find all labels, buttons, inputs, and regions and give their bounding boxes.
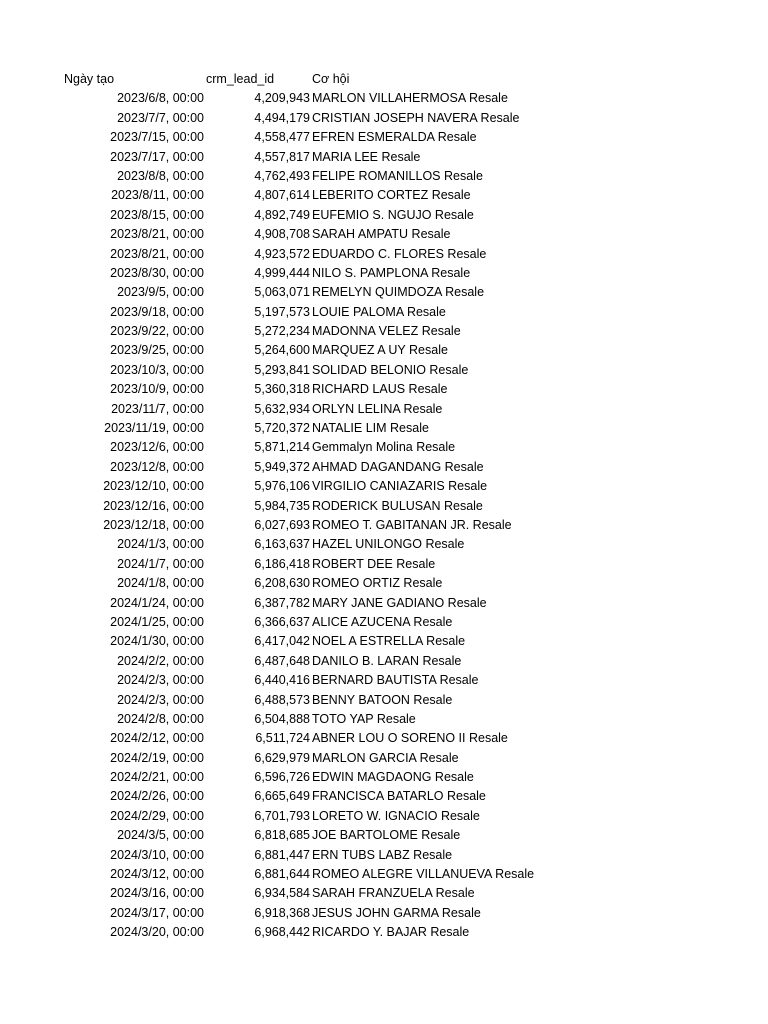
cell-date: 2023/10/3, 00:00 (110, 362, 204, 377)
table-row (0, 186, 768, 205)
cell-date: 2023/11/7, 00:00 (111, 401, 204, 416)
cell-date: 2024/2/3, 00:00 (117, 692, 204, 707)
cell-opportunity: EUFEMIO S. NGUJO Resale (312, 207, 474, 222)
cell-date: 2023/9/25, 00:00 (110, 343, 204, 358)
cell-date: 2024/1/7, 00:00 (117, 556, 204, 571)
cell-opportunity: RICARDO Y. BAJAR Resale (312, 925, 470, 940)
lead-table (0, 70, 768, 943)
table-row (0, 884, 768, 903)
cell-date: 2024/2/26, 00:00 (110, 789, 204, 804)
table-row (0, 225, 768, 244)
cell-opportunity: DANILO B. LARAN Resale (312, 653, 462, 668)
cell-lead-id: 6,417,042 (254, 634, 310, 649)
cell-date: 2024/1/25, 00:00 (110, 614, 204, 629)
cell-date: 2024/2/19, 00:00 (110, 750, 204, 765)
table-row (0, 574, 768, 593)
cell-opportunity: RICHARD LAUS Resale (312, 382, 448, 397)
cell-date: 2023/8/21, 00:00 (110, 246, 204, 261)
table-row (0, 458, 768, 477)
table-row (0, 652, 768, 671)
cell-opportunity: ORLYN LELINA Resale (312, 401, 443, 416)
table-row (0, 729, 768, 748)
cell-opportunity: SOLIDAD BELONIO Resale (312, 362, 469, 377)
table-row (0, 167, 768, 186)
cell-date: 2023/12/8, 00:00 (110, 459, 204, 474)
header-lead-id: crm_lead_id (206, 72, 275, 86)
cell-date: 2024/3/5, 00:00 (117, 828, 204, 843)
cell-opportunity: SARAH FRANZUELA Resale (312, 886, 475, 901)
cell-lead-id: 5,360,318 (254, 382, 310, 397)
table-row (0, 671, 768, 690)
cell-lead-id: 6,881,644 (254, 867, 310, 882)
cell-opportunity: ROBERT DEE Resale (312, 556, 436, 571)
table-row (0, 613, 768, 632)
table-row (0, 206, 768, 225)
cell-opportunity: AHMAD DAGANDANG Resale (312, 459, 484, 474)
cell-opportunity: MARY JANE GADIANO Resale (312, 595, 487, 610)
cell-opportunity: VIRGILIO CANIAZARIS Resale (312, 479, 488, 494)
cell-opportunity: CRISTIAN JOSEPH NAVERA Resale (312, 110, 520, 125)
cell-date: 2024/2/2, 00:00 (117, 653, 204, 668)
table-row (0, 787, 768, 806)
table-row (0, 691, 768, 710)
cell-lead-id: 5,272,234 (254, 324, 310, 339)
cell-opportunity: EFREN ESMERALDA Resale (312, 130, 477, 145)
cell-lead-id: 6,701,793 (254, 808, 310, 823)
table-row (0, 826, 768, 845)
table-row (0, 264, 768, 283)
cell-date: 2024/2/3, 00:00 (117, 673, 204, 688)
table-row (0, 516, 768, 535)
cell-lead-id: 6,440,416 (254, 673, 310, 688)
cell-date: 2024/3/16, 00:00 (110, 886, 204, 901)
cell-opportunity: MARLON GARCIA Resale (312, 750, 459, 765)
cell-opportunity: EDUARDO C. FLORES Resale (312, 246, 487, 261)
table-row (0, 632, 768, 651)
cell-lead-id: 5,632,934 (254, 401, 310, 416)
cell-date: 2024/1/8, 00:00 (117, 576, 204, 591)
cell-date: 2023/9/5, 00:00 (117, 285, 204, 300)
cell-opportunity: BENNY BATOON Resale (312, 692, 453, 707)
cell-lead-id: 5,197,573 (254, 304, 310, 319)
cell-lead-id: 4,762,493 (254, 168, 310, 183)
cell-lead-id: 6,596,726 (254, 770, 310, 785)
cell-opportunity: Gemmalyn Molina Resale (312, 440, 456, 455)
cell-lead-id: 6,818,685 (254, 828, 310, 843)
cell-opportunity: HAZEL UNILONGO Resale (312, 537, 465, 552)
table-row (0, 245, 768, 264)
cell-opportunity: ROMEO ORTIZ Resale (312, 576, 443, 591)
cell-date: 2023/12/16, 00:00 (103, 498, 204, 513)
cell-lead-id: 6,488,573 (254, 692, 310, 707)
cell-date: 2023/12/10, 00:00 (103, 479, 204, 494)
cell-lead-id: 5,720,372 (254, 421, 310, 436)
cell-lead-id: 5,949,372 (254, 459, 310, 474)
cell-lead-id: 6,163,637 (254, 537, 310, 552)
cell-date: 2023/11/19, 00:00 (104, 421, 204, 436)
cell-date: 2024/3/17, 00:00 (110, 905, 204, 920)
table-row (0, 865, 768, 884)
cell-lead-id: 6,208,630 (254, 576, 310, 591)
cell-lead-id: 5,984,735 (254, 498, 310, 513)
cell-date: 2023/10/9, 00:00 (110, 382, 204, 397)
table-row (0, 361, 768, 380)
cell-lead-id: 6,366,637 (254, 614, 310, 629)
cell-lead-id: 6,487,648 (254, 653, 310, 668)
table-row (0, 419, 768, 438)
cell-date: 2023/8/30, 00:00 (110, 265, 204, 280)
cell-opportunity: MADONNA VELEZ Resale (312, 324, 461, 339)
cell-lead-id: 6,186,418 (254, 556, 310, 571)
cell-lead-id: 4,557,817 (254, 149, 310, 164)
cell-opportunity: ROMEO ALEGRE VILLANUEVA Resale (312, 867, 535, 882)
cell-lead-id: 4,494,179 (254, 110, 310, 125)
table-row (0, 749, 768, 768)
table-header-row (0, 70, 768, 89)
table-row (0, 710, 768, 729)
cell-opportunity: MARQUEZ A UY Resale (312, 343, 448, 358)
header-date: Ngày tạo (64, 72, 115, 86)
cell-date: 2023/8/8, 00:00 (117, 168, 204, 183)
cell-lead-id: 6,934,584 (254, 886, 310, 901)
cell-date: 2023/8/15, 00:00 (110, 207, 204, 222)
cell-opportunity: LOUIE PALOMA Resale (312, 304, 446, 319)
cell-opportunity: MARIA LEE Resale (312, 149, 421, 164)
cell-lead-id: 4,892,749 (254, 207, 310, 222)
cell-opportunity: LORETO W. IGNACIO Resale (312, 808, 480, 823)
cell-lead-id: 4,923,572 (254, 246, 310, 261)
table-row (0, 846, 768, 865)
cell-date: 2023/8/21, 00:00 (110, 227, 204, 242)
cell-date: 2023/6/8, 00:00 (117, 91, 204, 106)
table-row (0, 303, 768, 322)
cell-opportunity: ABNER LOU O SORENO II Resale (312, 731, 508, 746)
table-row (0, 535, 768, 554)
cell-date: 2023/12/6, 00:00 (110, 440, 204, 455)
table-row (0, 89, 768, 108)
cell-lead-id: 4,558,477 (254, 130, 310, 145)
cell-date: 2023/9/18, 00:00 (110, 304, 204, 319)
cell-opportunity: ERN TUBS LABZ Resale (312, 847, 453, 862)
cell-date: 2024/3/12, 00:00 (110, 867, 204, 882)
cell-opportunity: NATALIE LIM Resale (312, 421, 429, 436)
cell-lead-id: 6,918,368 (254, 905, 310, 920)
cell-lead-id: 5,264,600 (254, 343, 310, 358)
cell-date: 2023/7/17, 00:00 (110, 149, 204, 164)
cell-opportunity: BERNARD BAUTISTA Resale (312, 673, 479, 688)
cell-date: 2024/2/8, 00:00 (117, 711, 204, 726)
cell-lead-id: 5,871,214 (254, 440, 310, 455)
cell-lead-id: 6,504,888 (254, 711, 310, 726)
table-row (0, 768, 768, 787)
cell-date: 2024/3/20, 00:00 (110, 925, 204, 940)
cell-opportunity: EDWIN MAGDAONG Resale (312, 770, 474, 785)
cell-opportunity: ALICE AZUCENA Resale (312, 614, 453, 629)
table-row (0, 148, 768, 167)
cell-opportunity: LEBERITO CORTEZ Resale (312, 188, 471, 203)
table-row (0, 109, 768, 128)
table-row (0, 807, 768, 826)
table-row (0, 283, 768, 302)
cell-opportunity: NOEL A ESTRELLA Resale (312, 634, 466, 649)
cell-date: 2024/1/30, 00:00 (110, 634, 204, 649)
cell-lead-id: 6,881,447 (254, 847, 310, 862)
table-row (0, 128, 768, 147)
cell-opportunity: FELIPE ROMANILLOS Resale (312, 168, 483, 183)
cell-lead-id: 4,807,614 (254, 188, 310, 203)
cell-lead-id: 4,209,943 (254, 91, 310, 106)
cell-date: 2023/8/11, 00:00 (111, 188, 204, 203)
table-row (0, 497, 768, 516)
cell-date: 2023/7/15, 00:00 (110, 130, 204, 145)
cell-opportunity: JESUS JOHN GARMA Resale (312, 905, 481, 920)
cell-opportunity: ROMEO T. GABITANAN JR. Resale (312, 517, 512, 532)
table-body (0, 89, 768, 942)
table-row (0, 341, 768, 360)
table-row (0, 555, 768, 574)
cell-opportunity: TOTO YAP Resale (312, 711, 416, 726)
cell-opportunity: FRANCISCA BATARLO Resale (312, 789, 486, 804)
cell-opportunity: REMELYN QUIMDOZA Resale (312, 285, 485, 300)
cell-date: 2024/2/21, 00:00 (110, 770, 204, 785)
cell-opportunity: RODERICK BULUSAN Resale (312, 498, 483, 513)
header-opportunity: Cơ hội (312, 72, 350, 86)
table-row (0, 380, 768, 399)
table-row (0, 438, 768, 457)
table-row (0, 477, 768, 496)
cell-opportunity: SARAH AMPATU Resale (312, 227, 451, 242)
cell-lead-id: 6,387,782 (254, 595, 310, 610)
cell-lead-id: 6,665,649 (254, 789, 310, 804)
cell-lead-id: 5,063,071 (254, 285, 310, 300)
cell-date: 2024/1/3, 00:00 (117, 537, 204, 552)
table-row (0, 594, 768, 613)
cell-date: 2024/2/29, 00:00 (110, 808, 204, 823)
cell-opportunity: JOE BARTOLOME Resale (312, 828, 461, 843)
cell-date: 2023/7/7, 00:00 (117, 110, 204, 125)
cell-lead-id: 4,999,444 (254, 265, 310, 280)
cell-date: 2024/2/12, 00:00 (110, 731, 204, 746)
cell-lead-id: 6,027,693 (254, 517, 310, 532)
table-row (0, 904, 768, 923)
cell-date: 2024/1/24, 00:00 (110, 595, 204, 610)
cell-lead-id: 6,511,724 (255, 731, 310, 746)
cell-lead-id: 5,976,106 (254, 479, 310, 494)
cell-lead-id: 4,908,708 (254, 227, 310, 242)
cell-lead-id: 6,968,442 (254, 925, 310, 940)
cell-date: 2024/3/10, 00:00 (110, 847, 204, 862)
table-row (0, 400, 768, 419)
table-row (0, 322, 768, 341)
cell-lead-id: 6,629,979 (254, 750, 310, 765)
table-row (0, 923, 768, 942)
cell-date: 2023/9/22, 00:00 (110, 324, 204, 339)
cell-lead-id: 5,293,841 (254, 362, 310, 377)
cell-date: 2023/12/18, 00:00 (103, 517, 204, 532)
cell-opportunity: MARLON VILLAHERMOSA Resale (312, 91, 508, 106)
cell-opportunity: NILO S. PAMPLONA Resale (312, 265, 471, 280)
